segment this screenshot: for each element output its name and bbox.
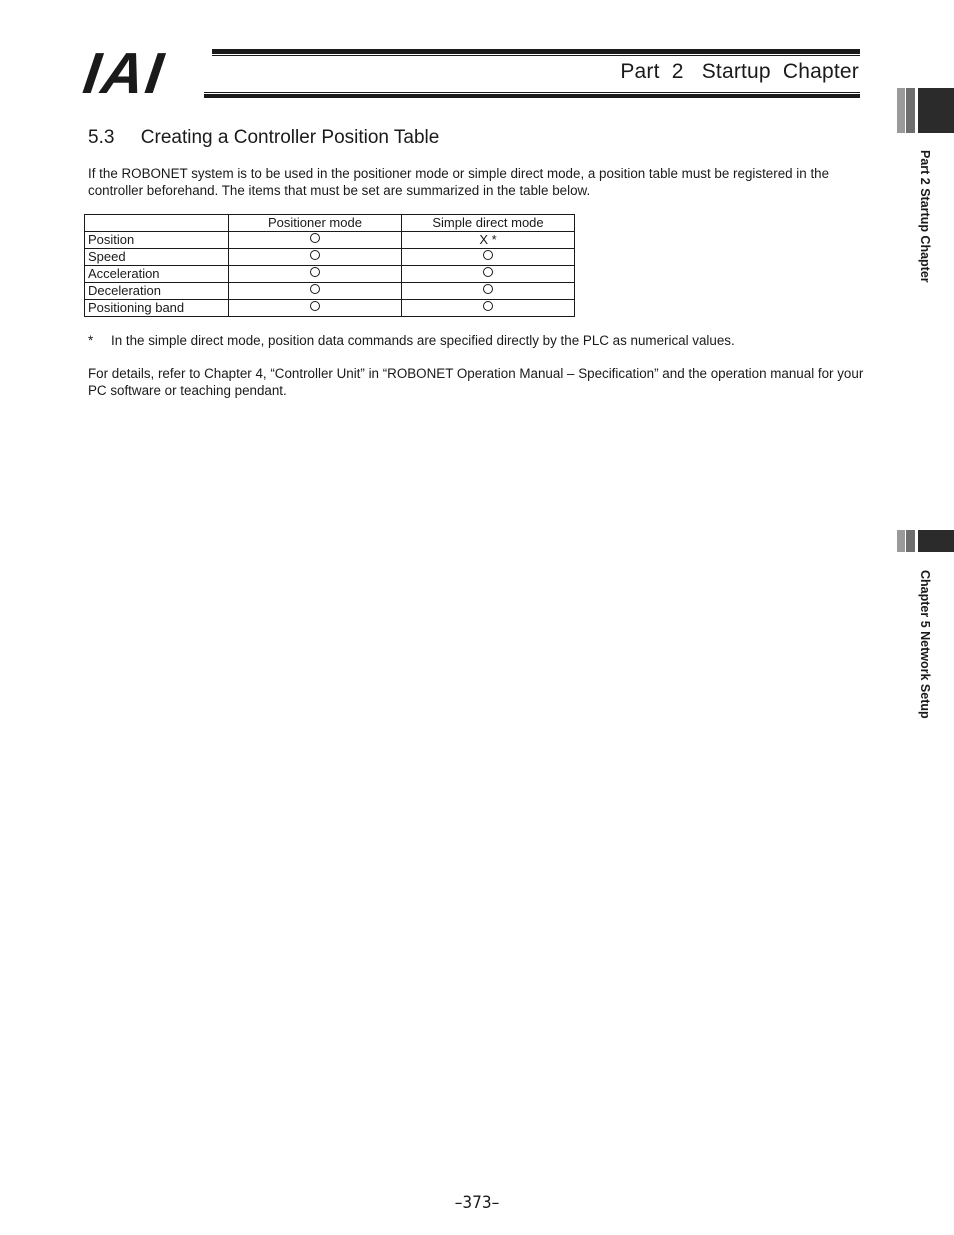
table-header-cell: [85, 215, 229, 232]
circle-icon: [310, 284, 320, 294]
table-row: [85, 283, 575, 300]
supported-circle-cell: [229, 249, 402, 266]
header-title: Part 2 Startup Chapter: [620, 60, 859, 83]
circle-icon: [483, 267, 493, 277]
table-header-cell: Simple direct mode: [402, 215, 575, 232]
table-row-label: Deceleration: [85, 283, 229, 300]
iai-logo: IAI: [79, 41, 169, 106]
supported-circle-cell: [402, 283, 575, 300]
footnote-text: In the simple direct mode, position data commands are specified directly by the PLC as numerical values.: [111, 333, 735, 348]
supported-circle-cell: [229, 232, 402, 249]
footnote-marker: *: [88, 333, 94, 348]
page-number: –373–: [454, 1193, 500, 1213]
header-rule-bottom-thick: [204, 94, 860, 98]
circle-icon: [310, 301, 320, 311]
position-table: [84, 214, 575, 317]
side-label-chapter: Chapter 5 Network Setup: [918, 570, 932, 719]
table-value-cell: X *: [402, 232, 575, 249]
intro-paragraph: If the ROBONET system is to be used in the positioner mode or simple direct mode, a position table must be registered in the controller beforehand. The items that must be set are summarized in the table below.: [88, 166, 830, 198]
circle-icon: [310, 250, 320, 260]
table-row: [85, 266, 575, 283]
side-label-part: Part 2 Startup Chapter: [918, 150, 932, 283]
circle-icon: [483, 301, 493, 311]
header-rule-top-thick: [212, 49, 860, 54]
table-row-label: Acceleration: [85, 266, 229, 283]
table-row-label: Speed: [85, 249, 229, 266]
supported-circle-cell: [229, 300, 402, 317]
table-row: [85, 300, 575, 317]
circle-icon: [483, 250, 493, 260]
table-row: [85, 249, 575, 266]
supported-circle-cell: [229, 283, 402, 300]
chapter-thumb-tab: [897, 530, 954, 552]
header-rule-bottom-thin: [204, 92, 860, 93]
supported-circle-cell: [229, 266, 402, 283]
supported-circle-cell: [402, 266, 575, 283]
circle-icon: [483, 284, 493, 294]
details-paragraph: For details, refer to Chapter 4, “Controller Unit” in “ROBONET Operation Manual – Specification” and the operation manual for your PC software or teaching pendant.: [88, 366, 864, 398]
header-rule-top-thin: [212, 55, 860, 56]
table-row: [85, 232, 575, 249]
part-thumb-tab: [897, 88, 954, 133]
table-row-label: Position: [85, 232, 229, 249]
circle-icon: [310, 233, 320, 243]
table-header-row: [85, 215, 575, 232]
circle-icon: [310, 267, 320, 277]
supported-circle-cell: [402, 300, 575, 317]
section-title: 5.3 Creating a Controller Position Table: [88, 127, 440, 148]
supported-circle-cell: [402, 249, 575, 266]
table-header-cell: Positioner mode: [229, 215, 402, 232]
table-row-label: Positioning band: [85, 300, 229, 317]
